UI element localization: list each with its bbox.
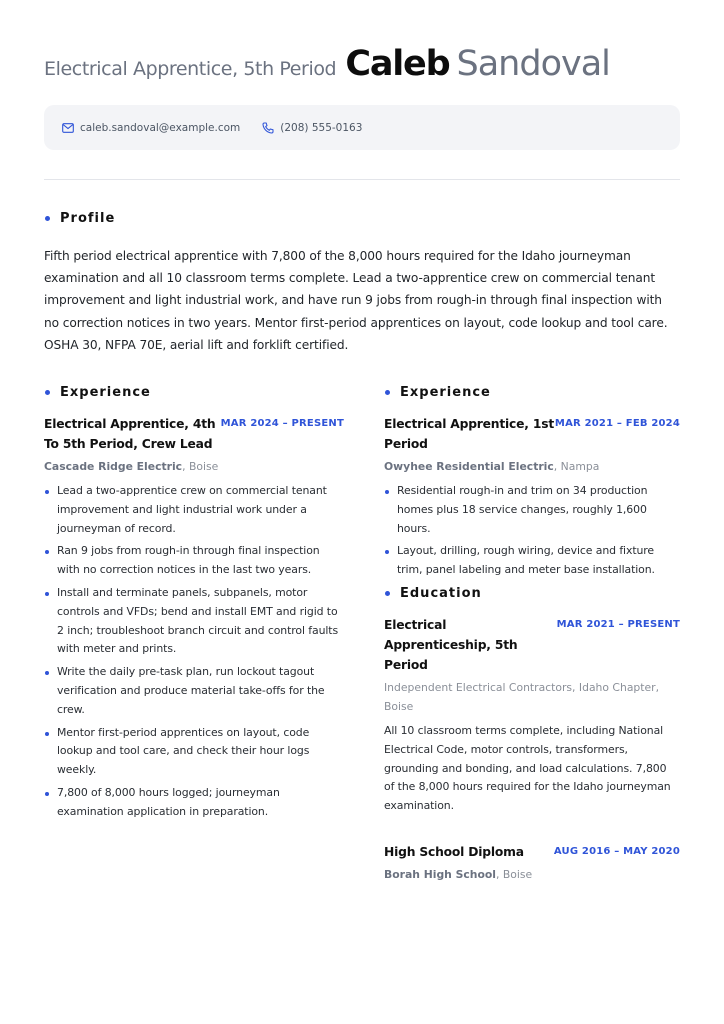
contact-email[interactable] <box>62 122 240 134</box>
education-title: Electrical Apprenticeship, 5th Period <box>384 617 518 672</box>
education-school <box>384 865 680 884</box>
section-bullet-icon <box>45 390 50 395</box>
experience-section-title <box>384 385 680 400</box>
job-date: MAR 2024 – PRESENT <box>220 418 344 429</box>
contact-bar <box>44 105 680 150</box>
school-name: Independent Electrical Contractors, Idaho Chapter <box>384 680 656 694</box>
job-company <box>384 457 680 476</box>
job-company <box>44 457 344 476</box>
job-title: Electrical Apprentice, 1st Period <box>384 417 554 451</box>
job-bullets <box>44 482 344 822</box>
bullet-dot-icon <box>45 592 49 596</box>
list-item: Layout, drilling, rough wiring, device and fixture trim, panel labeling and meter base installation. <box>384 542 680 580</box>
list-item: Write the daily pre-task plan, run lockout tagout verification and produce material take-offs for the crew. <box>44 663 344 719</box>
bullet-dot-icon <box>385 490 389 494</box>
job-header <box>384 414 680 454</box>
bullet-dot-icon <box>385 550 389 554</box>
profile-title-text: Profile <box>60 211 116 226</box>
job-header <box>44 414 344 454</box>
section-bullet-icon <box>385 591 390 596</box>
experience-title-text: Experience <box>60 385 151 400</box>
profile-section-title <box>44 211 115 226</box>
list-item: 7,800 of 8,000 hours logged; journeyman examination application in preparation. <box>44 784 344 822</box>
bullet-dot-icon <box>45 490 49 494</box>
education-title: High School Diploma <box>384 844 524 859</box>
header-divider <box>44 179 680 180</box>
resume-header <box>44 44 684 88</box>
education-header <box>384 615 680 675</box>
school-location: , Boise <box>496 867 533 881</box>
experience-section-title <box>44 385 344 400</box>
education-date: MAR 2021 – PRESENT <box>556 618 680 630</box>
list-item: Lead a two-apprentice crew on commercial tenant improvement and light industrial work under a journeyman of record. <box>44 482 344 538</box>
education-title-text: Education <box>400 585 482 601</box>
left-column <box>44 385 344 826</box>
company-name: Cascade Ridge Electric <box>44 460 183 473</box>
last-name: Sandoval <box>456 44 610 84</box>
phone-icon <box>262 122 274 134</box>
company-name: Owyhee Residential Electric <box>384 460 554 473</box>
list-item: Residential rough-in and trim on 34 production homes plus 18 service changes, roughly 1,600 hours. <box>384 482 680 538</box>
bullet-dot-icon <box>45 732 49 736</box>
right-column <box>384 385 680 884</box>
profile-summary: Fifth period electrical apprentice with 7,800 of the 8,000 hours required for the Idaho journeyman examination and all 10 classroom terms complete. Lead a two-apprentice crew on commercial tenant improvement and light industrial work, and have run 9 jobs from rough-in through final inspection with no correction notices in two years. Mentor first-period apprentices on layout, code lookup and tool care. OSHA 30, NFPA 70E, aerial lift and forklift certified. <box>44 249 668 352</box>
job-date: MAR 2021 – FEB 2024 <box>554 418 680 429</box>
list-item: Install and terminate panels, subpanels, motor controls and VFDs; bend and install EMT and rigid to 2 inch; troubleshoot branch circuit and control faults with meter and prints. <box>44 584 344 659</box>
section-bullet-icon <box>385 390 390 395</box>
education-school <box>384 678 680 716</box>
company-location: , Boise <box>182 460 219 473</box>
education-section-title <box>384 586 680 601</box>
section-bullet-icon <box>45 216 50 221</box>
email-text: caleb.sandoval@example.com <box>80 121 241 134</box>
list-item: Mentor first-period apprentices on layout, code lookup and tool care, and check their hour logs weekly. <box>44 724 344 780</box>
bullet-dot-icon <box>45 550 49 554</box>
education-date: AUG 2016 – MAY 2020 <box>553 845 680 857</box>
contact-phone[interactable] <box>262 122 362 134</box>
headline: Electrical Apprentice, 5th Period <box>44 58 337 80</box>
bullet-dot-icon <box>45 671 49 675</box>
job-bullets <box>384 482 680 580</box>
list-item: Ran 9 jobs from rough-in through final inspection with no correction notices in the last two years. <box>44 542 344 580</box>
education-description: All 10 classroom terms complete, including National Electrical Code, motor controls, transformers, grounding and bonding, and load calculations. 7,800 of the 8,000 hours required for the Idaho journeyman examination. <box>384 723 671 813</box>
phone-text: (208) 555-0163 <box>280 121 363 134</box>
first-name: Caleb <box>345 44 450 84</box>
school-location: , Boise <box>384 680 660 713</box>
job-title: Electrical Apprentice, 4th To 5th Period, Crew Lead <box>44 417 216 451</box>
mail-icon <box>62 123 74 133</box>
school-name: Borah High School <box>384 867 497 881</box>
education-header <box>384 842 680 862</box>
experience-title-text: Experience <box>400 385 491 400</box>
bullet-dot-icon <box>45 792 49 796</box>
company-location: , Nampa <box>553 460 600 473</box>
